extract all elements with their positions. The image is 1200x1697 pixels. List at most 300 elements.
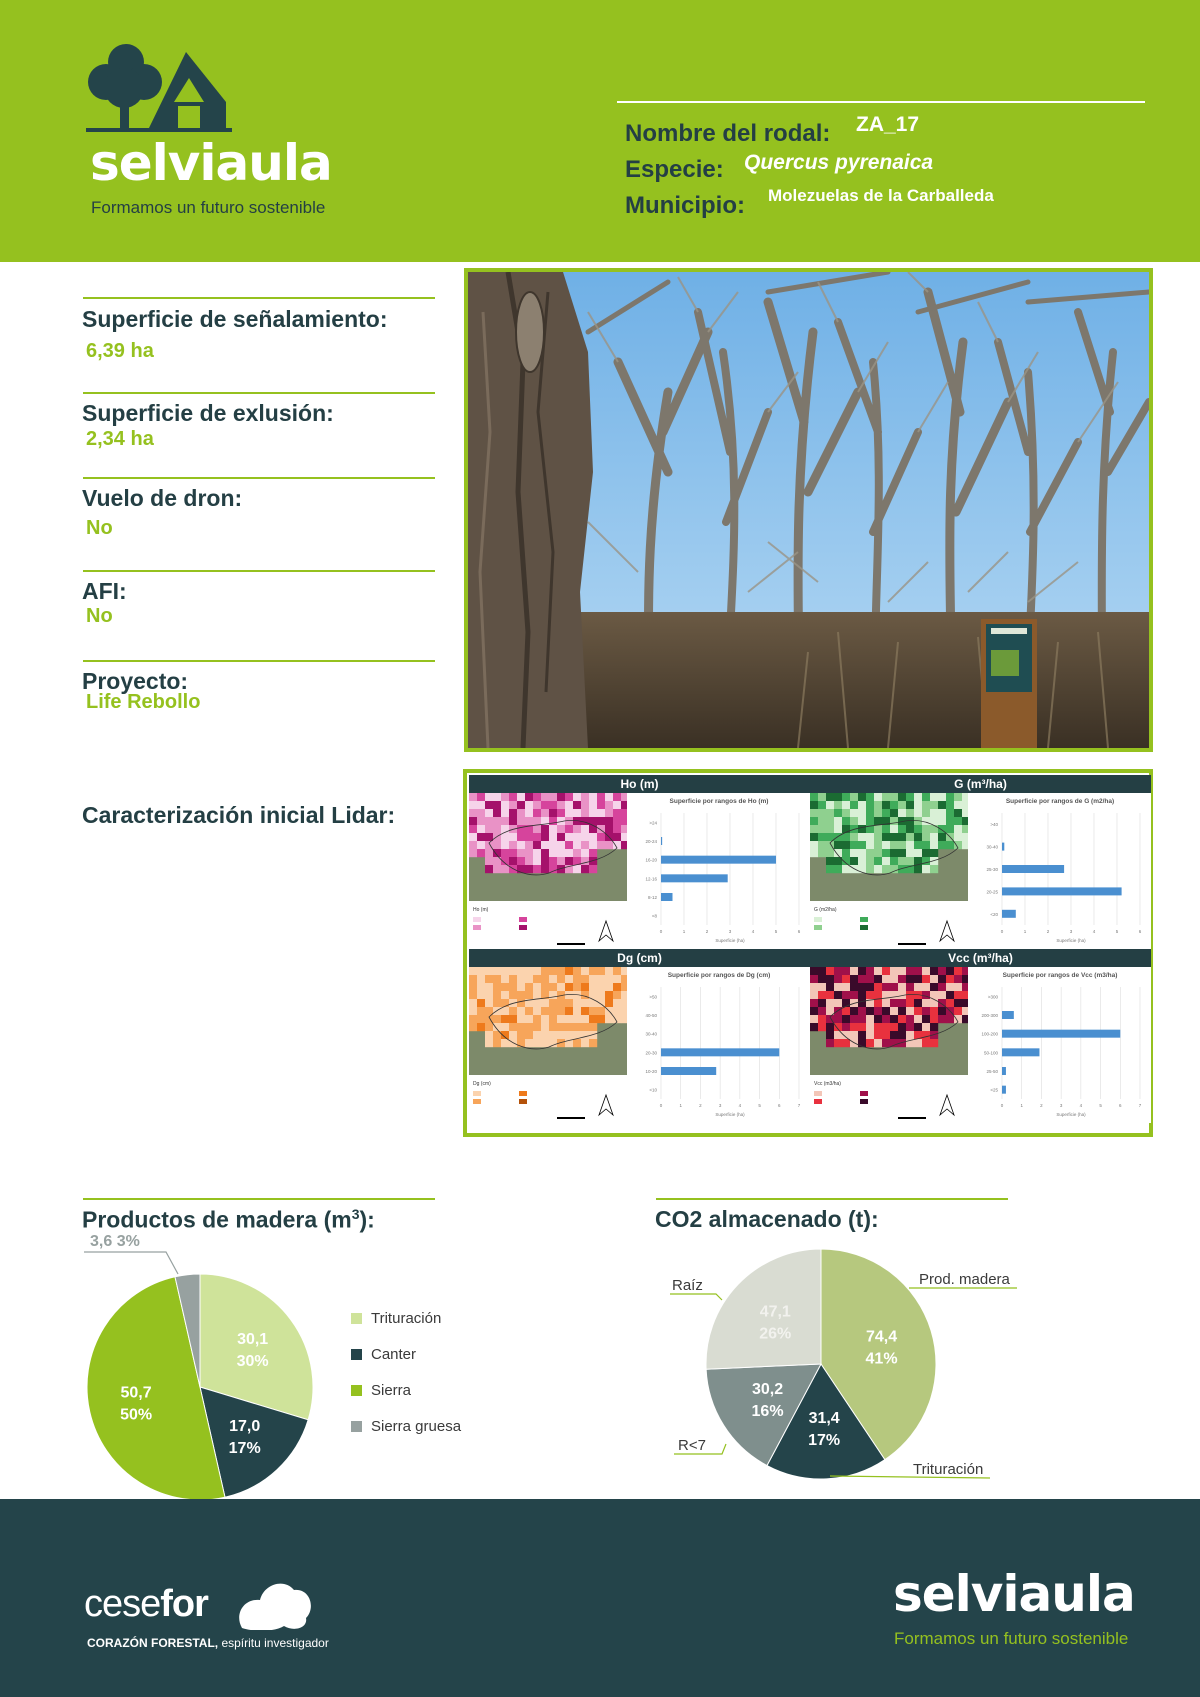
map-cell [549,817,557,825]
wood-legend-item [351,1380,411,1400]
map-cell [613,817,621,825]
map-cell [826,817,834,825]
map-cell [565,999,573,1007]
rodal-value: ZA_17 [856,113,920,136]
map-cell [858,825,866,833]
map-cell [573,1007,581,1015]
map-cell [541,967,549,975]
map-cell [477,833,485,841]
map-cell [866,1039,874,1047]
map-cell [469,833,477,841]
map-cell [525,793,533,801]
lidar-chart-g [972,795,1148,949]
map-legend-swatch [473,925,481,930]
map-cell [866,1031,874,1039]
map-cell [914,793,922,801]
map-cell [605,817,613,825]
map-cell [866,793,874,801]
lidar-x-tick: 4 [1079,1103,1083,1108]
lidar-panel-ho [469,775,810,949]
map-cell [890,1023,898,1031]
map-cell [850,1023,858,1031]
map-cell [589,793,597,801]
map-cell [501,801,509,809]
map-cell [533,983,541,991]
map-cell [874,833,882,841]
map-cell [890,999,898,1007]
lidar-y-tick: 10-20 [645,1069,657,1074]
map-cell [890,1039,898,1047]
map-cell [858,991,866,999]
map-cell [922,1039,930,1047]
map-cell [810,991,818,999]
map-cell [914,801,922,809]
map-cell [517,809,525,817]
map-cell [485,857,493,865]
map-cell [509,991,517,999]
header-band [0,0,1200,262]
map-cell [922,865,930,873]
map-cell [565,967,573,975]
map-cell [541,1007,549,1015]
lidar-bar [1002,910,1016,918]
map-cell [613,1007,621,1015]
map-cell [533,801,541,809]
map-cell [605,999,613,1007]
map-cell [866,809,874,817]
map-cell [962,801,968,809]
map-cell [914,1015,922,1023]
map-cell [946,1015,954,1023]
map-cell [850,983,858,991]
map-cell [890,809,898,817]
map-cell [826,991,834,999]
map-cell [549,967,557,975]
map-cell [581,865,589,873]
map-cell [850,841,858,849]
map-cell [810,967,818,975]
map-cell [533,833,541,841]
map-cell [890,967,898,975]
map-cell [818,793,826,801]
lidar-bar [1002,1048,1039,1056]
map-cell [898,809,906,817]
map-cell [930,1007,938,1015]
co2-pie-category-label: Trituración [913,1461,984,1478]
map-cell [589,967,597,975]
wood-legend-item [351,1344,416,1364]
map-cell [938,817,946,825]
lidar-y-tick: 200-300 [981,1013,998,1018]
map-cell [469,1023,477,1031]
lidar-chart-title: Superficie por rangos de Dg (cm) [667,972,771,979]
map-cell [597,817,605,825]
map-cell [581,975,589,983]
map-cell [850,833,858,841]
map-legend-swatch [519,925,527,930]
map-cell [890,801,898,809]
map-cell [517,849,525,857]
map-cell [850,991,858,999]
map-cell [541,1031,549,1039]
lidar-x-tick: 2 [1046,929,1050,934]
map-cell [906,975,914,983]
map-cell [597,833,605,841]
co2-pie-data-label: 31,4 [808,1410,840,1428]
selviaula-logo-icon [86,42,236,138]
map-cell [573,841,581,849]
superficie-senalamiento-label: Superficie de señalamiento: [82,306,388,332]
map-cell [469,793,477,801]
map-cell [605,801,613,809]
lidar-x-tick: 4 [1092,929,1096,934]
map-cell [613,809,621,817]
svg-text:cesefor: cesefor [84,1583,208,1625]
map-cell [906,999,914,1007]
lidar-y-tick: <10 [649,1087,657,1093]
lidar-panel-dg [469,949,810,1123]
map-cell [826,865,834,873]
lidar-x-tick: 3 [728,929,732,934]
map-cell [882,1039,890,1047]
map-cell [834,991,842,999]
lidar-y-tick: <25 [990,1087,998,1093]
map-cell [834,817,842,825]
lidar-x-tick: 6 [797,929,801,934]
map-cell [930,793,938,801]
map-cell [525,833,533,841]
map-cell [810,983,818,991]
map-cell [501,809,509,817]
map-cell [810,841,818,849]
lidar-y-tick: 30-40 [986,844,998,850]
map-legend-swatch [473,1091,481,1096]
map-cell [866,833,874,841]
map-cell [810,975,818,983]
map-cell [501,1023,509,1031]
map-cell [850,849,858,857]
map-cell [922,1015,930,1023]
footer-brand-name: selviaula [893,1565,1135,1623]
legend-swatch [351,1313,362,1324]
map-cell [605,991,613,999]
municipio-label: Municipio: [625,192,745,219]
map-cell [469,999,477,1007]
brand-tagline: Formamos un futuro sostenible [91,198,326,217]
map-cell [469,991,477,999]
map-cell [906,1023,914,1031]
lidar-legend-g [810,903,968,949]
map-cell [517,1023,525,1031]
map-cell [549,801,557,809]
lidar-y-tick: 20-30 [645,1050,657,1056]
map-cell [882,983,890,991]
lidar-x-tick: 6 [778,1103,781,1108]
map-cell [485,983,493,991]
map-cell [485,817,493,825]
map-cell [509,1023,517,1031]
map-cell [922,1031,930,1039]
map-cell [810,1015,818,1023]
map-cell [874,991,882,999]
map-cell [477,983,485,991]
legend-swatch [351,1421,362,1432]
map-cell [834,1007,842,1015]
map-cell [874,1015,882,1023]
map-cell [509,857,517,865]
map-cell [501,849,509,857]
map-cell [874,999,882,1007]
map-cell [557,825,565,833]
map-cell [581,825,589,833]
map-cell [605,809,613,817]
map-cell [557,841,565,849]
map-cell [565,983,573,991]
map-cell [938,983,946,991]
map-legend-swatch [860,917,868,922]
legend-label: Sierra [371,1381,412,1399]
wood-pie-leader-line [84,1252,178,1274]
lidar-x-tick: 0 [1000,1103,1004,1108]
map-cell [842,1023,850,1031]
map-cell [962,809,968,817]
vuelo-dron-label: Vuelo de dron: [82,485,243,511]
map-cell [525,967,533,975]
map-cell [469,983,477,991]
map-cell [589,1007,597,1015]
map-cell [533,857,541,865]
map-cell [469,967,477,975]
map-cell [930,975,938,983]
map-cell [525,991,533,999]
map-cell [565,849,573,857]
map-cell [898,801,906,809]
map-cell [962,999,968,1007]
lidar-bar [661,1048,779,1056]
map-cell [605,1015,613,1023]
map-cell [533,793,541,801]
map-cell [533,999,541,1007]
map-cell [834,967,842,975]
map-cell [962,793,968,801]
map-cell [898,833,906,841]
lidar-x-tick: 4 [738,1103,742,1108]
map-cell [850,967,858,975]
map-cell [509,841,517,849]
map-cell [621,1007,627,1015]
lidar-x-tick: 2 [699,1103,702,1108]
map-cell [850,1031,858,1039]
map-cell [621,983,627,991]
map-legend-title: Ho (m) [473,907,489,913]
lidar-y-tick: >50 [649,994,657,1000]
map-cell [938,809,946,817]
map-cell [954,801,962,809]
map-cell [597,1007,605,1015]
map-cell [882,849,890,857]
map-cell [557,1015,565,1023]
map-cell [858,793,866,801]
lidar-y-tick: 12-16 [645,876,657,882]
map-cell [914,841,922,849]
lidar-x-axis-label: Superficie (ha) [715,938,745,943]
north-arrow-icon [940,921,954,941]
map-cell [874,1023,882,1031]
map-cell [826,793,834,801]
map-cell [826,1039,834,1047]
map-cell [517,1031,525,1039]
map-cell [493,817,501,825]
map-cell [621,833,627,841]
map-cell [930,825,938,833]
info-divider [83,477,435,479]
map-legend-swatch [473,917,481,922]
map-legend-swatch [814,925,822,930]
map-cell [485,967,493,975]
map-cell [509,975,517,983]
map-cell [922,849,930,857]
map-cell [485,991,493,999]
map-cell [541,801,549,809]
map-cell [581,1015,589,1023]
map-cell [541,1015,549,1023]
rodal-label: Nombre del rodal: [625,120,831,147]
map-cell [842,1039,850,1047]
map-cell [517,857,525,865]
lidar-x-tick: 5 [1115,929,1119,934]
map-cell [557,967,565,975]
lidar-y-tick: >300 [987,994,998,1000]
map-cell [533,1039,541,1047]
map-cell [493,865,501,873]
map-cell [954,833,962,841]
footer-brand-tagline: Formamos un futuro sostenible [894,1629,1129,1648]
map-cell [493,809,501,817]
map-cell [890,817,898,825]
map-cell [906,983,914,991]
map-cell [866,967,874,975]
map-cell [509,801,517,809]
map-cell [818,825,826,833]
map-cell [898,975,906,983]
map-cell [866,801,874,809]
wood-legend-item [351,1416,461,1436]
map-cell [874,825,882,833]
co2-pie-leader-line [670,1294,722,1300]
co2-pie-data-label: 17% [808,1432,841,1450]
map-cell [589,841,597,849]
map-cell [914,967,922,975]
map-cell [485,999,493,1007]
map-cell [858,849,866,857]
map-legend-title: Dg (cm) [473,1081,491,1087]
lidar-panel-title: Ho (m) [469,775,810,793]
map-cell [882,999,890,1007]
map-cell [938,991,946,999]
map-cell [930,1015,938,1023]
map-cell [914,1023,922,1031]
map-scale-bar [898,1117,926,1119]
map-cell [882,1031,890,1039]
map-cell [962,967,968,975]
map-cell [541,983,549,991]
map-cell [906,833,914,841]
co2-pie-data-label: 26% [759,1325,792,1343]
map-cell [589,809,597,817]
map-legend-swatch [814,1099,822,1104]
map-cell [541,857,549,865]
map-cell [541,865,549,873]
map-cell [605,841,613,849]
map-cell [874,967,882,975]
map-cell [557,983,565,991]
map-cell [533,825,541,833]
map-cell [874,841,882,849]
map-scale-bar [557,1117,585,1119]
map-cell [557,801,565,809]
map-cell [946,967,954,975]
map-cell [874,817,882,825]
map-cell [882,857,890,865]
map-cell [922,841,930,849]
map-cell [938,801,946,809]
map-cell [810,817,818,825]
map-cell [509,849,517,857]
map-cell [938,841,946,849]
map-cell [842,991,850,999]
map-cell [914,865,922,873]
lidar-y-tick: 50-100 [983,1050,998,1056]
map-cell [501,991,509,999]
map-cell [826,1023,834,1031]
map-cell [525,801,533,809]
map-cell [866,975,874,983]
map-legend-swatch [814,1091,822,1096]
map-cell [533,865,541,873]
map-cell [842,1007,850,1015]
map-cell [906,1015,914,1023]
map-cell [493,1015,501,1023]
map-cell [858,809,866,817]
map-cell [525,841,533,849]
map-cell [882,975,890,983]
legend-label: Canter [371,1345,417,1363]
map-cell [906,967,914,975]
map-cell [477,1007,485,1015]
map-cell [549,999,557,1007]
lidar-chart-dg [631,969,807,1123]
lidar-bar [1002,1067,1006,1075]
map-cell [533,1015,541,1023]
map-cell [866,991,874,999]
map-legend-title: Vcc (m3/ha) [814,1081,841,1087]
map-cell [517,833,525,841]
lidar-bar [1002,1011,1014,1019]
map-cell [517,975,525,983]
map-cell [938,975,946,983]
map-cell [477,967,485,975]
map-cell [469,801,477,809]
lidar-figure [463,769,1153,1137]
map-cell [938,967,946,975]
lidar-section-title: Caracterización inicial Lidar: [82,802,396,828]
map-cell [930,999,938,1007]
lidar-bar [1002,843,1004,851]
co2-pie-category-label: R<7 [678,1437,706,1454]
map-cell [557,1007,565,1015]
cesefor-leaf-icon [239,1584,311,1630]
lidar-y-tick: 20-24 [645,839,657,844]
